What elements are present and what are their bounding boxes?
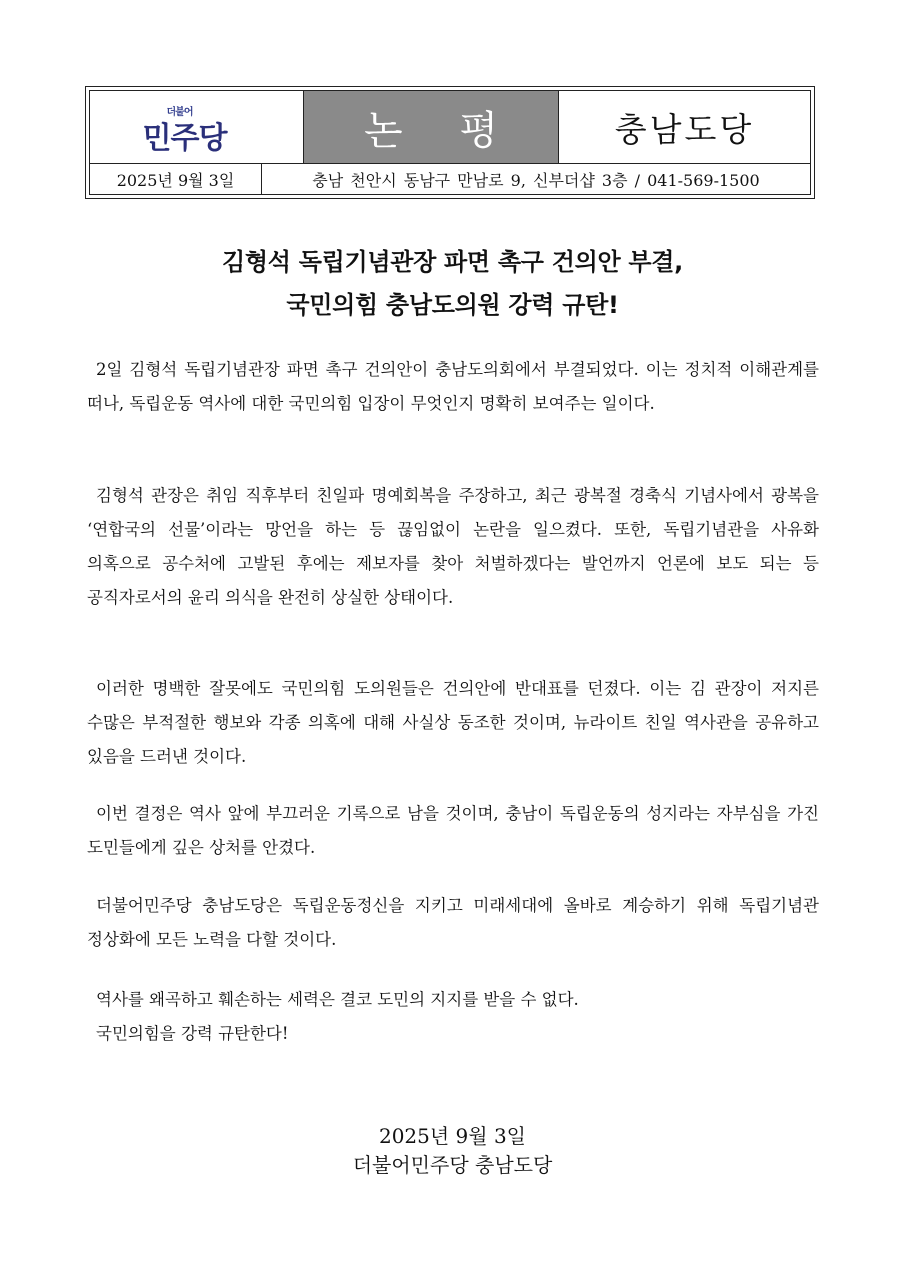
logo-cell bbox=[90, 91, 304, 164]
paragraph-text: 2일 김형석 독립기념관장 파면 촉구 건의안이 충남도의회에서 부결되었다. 이는 정치적 이해관계를 떠나, 독립운동 역사에 대한 국민의힘 입장이 무엇인지 명확히 보여주는 일이다. bbox=[87, 360, 819, 413]
headline-line-2: 국민의힘 충남도의원 강력 규탄! bbox=[286, 291, 619, 319]
organization-name: 충남도당 bbox=[614, 109, 755, 149]
address-cell bbox=[262, 164, 810, 194]
date-cell bbox=[90, 164, 262, 194]
paragraph-text: 역사를 왜곡하고 훼손하는 세력은 결코 도민의 지지를 받을 수 없다. bbox=[96, 990, 579, 1009]
party-logo-small-text: 더불어 bbox=[166, 107, 193, 118]
press-header-table bbox=[89, 90, 811, 195]
headline-line-1: 김형석 독립기념관장 파면 촉구 건의안 부결, bbox=[221, 248, 683, 276]
body-paragraph-3 bbox=[87, 672, 819, 774]
press-header bbox=[85, 86, 815, 199]
header-date: 2025년 9월 3일 bbox=[116, 170, 235, 190]
body-paragraph-2 bbox=[87, 479, 819, 615]
doc-type-label: 논 평 bbox=[364, 107, 520, 154]
doc-type-cell bbox=[304, 91, 559, 164]
header-address: 충남 천안시 동남구 만남로 9, 신부더샵 3층 / 041-569-1500 bbox=[312, 170, 760, 190]
paragraph-text: 국민의힘을 강력 규탄한다! bbox=[96, 1024, 289, 1043]
party-logo-main-text: 민주당 bbox=[142, 121, 227, 156]
paragraph-text: 김형석 관장은 취임 직후부터 친일파 명예회복을 주장하고, 최근 광복절 경축식 기념사에서 광복을 ‘연합국의 선물’이라는 망언을 하는 등 끊임없이 논란을 일으켰다. 또한, 독립기념관을 사유화 의혹으로 공수처에 고발된 후에는 제보자를 찾아 처벌하겠다는 발언까지 언론에 보도 되는 등 공직자로서의 윤리 의식을 완전히 상실한 상태이다. bbox=[87, 486, 819, 607]
body-paragraph-6 bbox=[87, 983, 819, 1017]
paragraph-text: 이러한 명백한 잘못에도 국민의힘 도의원들은 건의안에 반대표를 던졌다. 이는 김 관장이 저지른 수많은 부적절한 행보와 각종 의혹에 대해 사실상 동조한 것이며, 뉴라이트 친일 역사관을 공유하고 있음을 드러낸 것이다. bbox=[87, 679, 819, 766]
signature-date: 2025년 9월 3일 bbox=[378, 1124, 527, 1148]
body-paragraph-4 bbox=[87, 797, 819, 865]
body-paragraph-5 bbox=[87, 889, 819, 957]
paragraph-text: 더불어민주당 충남도당은 독립운동정신을 지키고 미래세대에 올바로 계승하기 위해 독립기념관 정상화에 모든 노력을 다할 것이다. bbox=[87, 896, 819, 949]
party-logo bbox=[137, 99, 257, 155]
paragraph-text: 이번 결정은 역사 앞에 부끄러운 기록으로 남을 것이며, 충남이 독립운동의 성지라는 자부심을 가진 도민들에게 깊은 상처를 안겼다. bbox=[87, 804, 819, 857]
body-paragraph-7 bbox=[87, 1017, 819, 1051]
signature-organization: 더불어민주당 충남도당 bbox=[352, 1153, 553, 1177]
body-paragraph-1 bbox=[87, 353, 819, 421]
organization-cell bbox=[559, 91, 810, 164]
